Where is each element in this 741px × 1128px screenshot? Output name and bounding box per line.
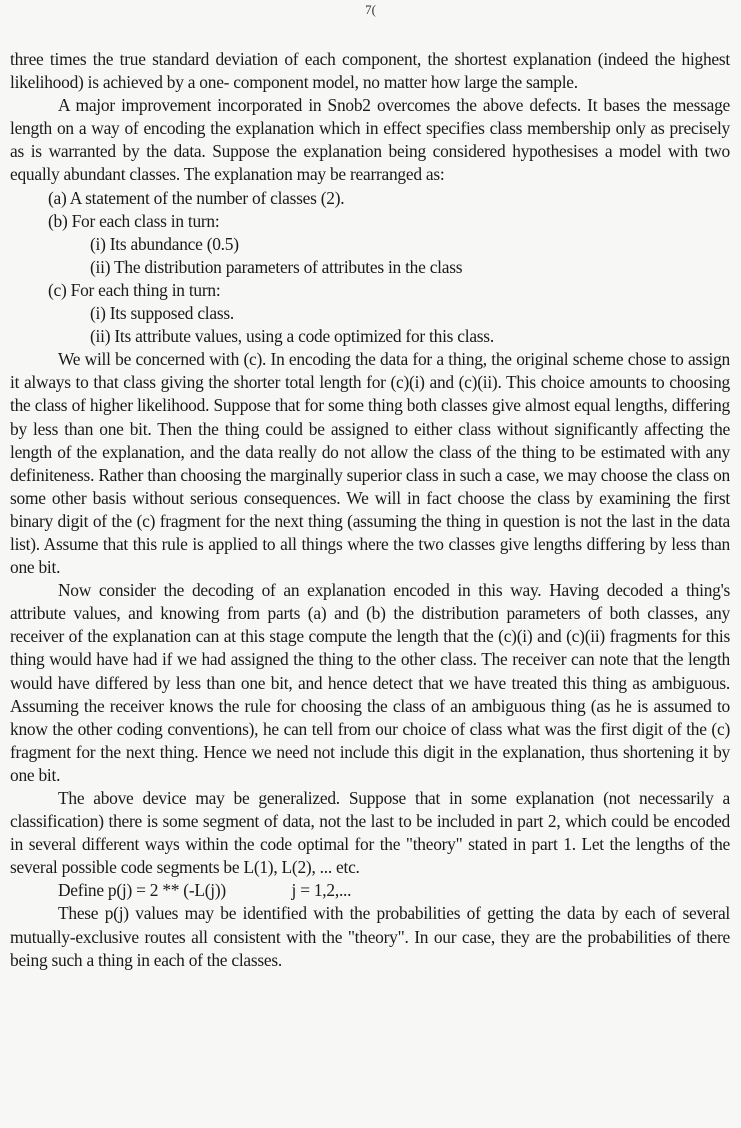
document-body [10,48,730,972]
page-number: 7( [365,2,376,17]
list-item-c-i: (i) Its supposed class. [90,303,234,324]
paragraph-continuation: three times the true standard deviation of each component, the shortest explanation (indeed the highest likelihood) is achieved by a one- component model, no matter how large the sample. [10,49,730,93]
paragraph-decoding: Now consider the decoding of an explanation encoded in this way. Having decoded a thing's attribute values, and knowing from parts (a) and (b) the distribution parameters of both classes, any receiver of the explanation can at this stage compute the length that the (c)(i) and (c)(ii) fragments for this thing would have had if we had assigned the thing to the other class. The receiver can note that the length would have differed by less than one bit, and hence detect that we have treated this thing as ambiguous. Assuming the receiver knows the rule for choosing the class of an ambiguous thing (as he is assumed to know the other coding conventions), he can tell from our choice of class what was the first digit of the (c) fragment for the next thing. Hence we need not include this digit in the explanation, thus shortening it by one bit. [10,580,730,785]
list-item-c: (c) For each thing in turn: [48,279,221,300]
list-item-a: (a) A statement of the number of classes (2). [48,187,345,208]
list-item-b-ii: (ii) The distribution parameters of attributes in the class [90,256,463,277]
list-item-b: (b) For each class in turn: [48,210,220,231]
paragraph-snob2-improvement: A major improvement incorporated in Snob2 overcomes the above defects. It bases the message length on a way of encoding the explanation which in effect specifies class membership only as precisely as is warranted by the data. Suppose the explanation being considered hypothesises a model with two equally abundant classes. The explanation may be rearranged as: [10,95,730,185]
paragraph-generalization: The above device may be generalized. Suppose that in some explanation (not necessarily a classification) there is some segment of data, not the last to be included in part 2, which could be encoded in several different ways within the code optimal for the "theory" stated in part 1. Let the lengths of the several possible code segments be L(1), L(2), ... etc. [10,788,730,878]
equation-definition: Define p(j) = 2 ** (-L(j)) j = 1,2,... [58,880,352,901]
list-item-b-i: (i) Its abundance (0.5) [90,233,239,254]
paragraph-probabilities: These p(j) values may be identified with the probabilities of getting the data by each of several mutually-exclusive routes all consistent with the "theory". In our case, they are the probabilities of there being such a thing in each of the classes. [10,903,730,970]
list-item-c-ii: (ii) Its attribute values, using a code optimized for this class. [90,326,494,347]
paragraph-encoding: We will be concerned with (c). In encoding the data for a thing, the original scheme chose to assign it always to that class giving the shorter total length for (c)(i) and (c)(ii). This choice amounts to choosing the class of higher likelihood. Suppose that for some thing both classes give almost equal lengths, differing by less than one bit. Then the thing could be assigned to either class without significantly affecting the length of the explanation, and the data really do not allow the class of the thing to be estimated with any definiteness. Rather than choosing the marginally superior class in such a case, we may choose the class on some other basis without serious consequences. We will in fact choose the class by examining the first binary digit of the (c) fragment for the next thing (assuming the thing in question is not the last in the data list). Assume that this rule is applied to all things where the two classes give lengths differing by less than one bit. [10,349,730,578]
